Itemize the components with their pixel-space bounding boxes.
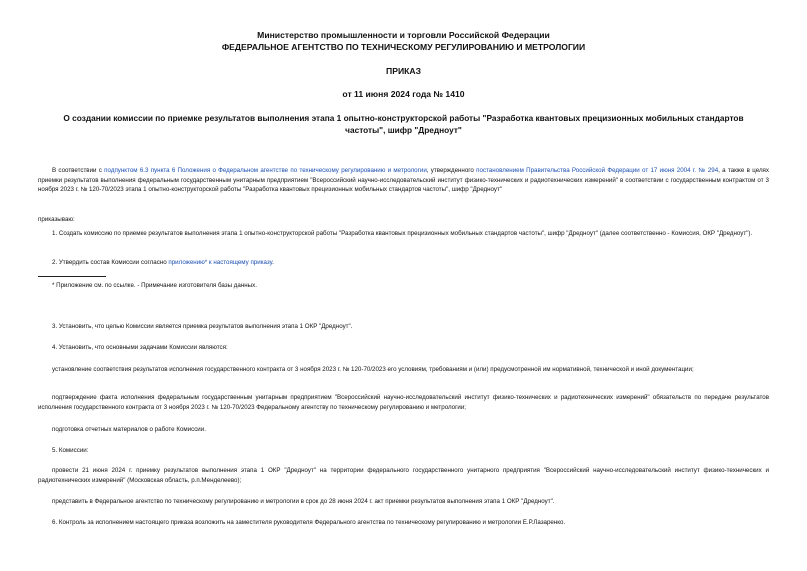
date-number: от 11 июня 2024 года № 1410 bbox=[342, 89, 465, 99]
task-3: подготовка отчетных материалов о работе Комиссии. bbox=[52, 426, 206, 433]
order-item-6: 6. Контроль за исполнением настоящего приказа возложить на заместителя руководителя Федерального агентства по техническому регулированию и метрологии Е.Р.Лазаренко. bbox=[52, 519, 566, 526]
footnote: * Приложение см. по ссылке. - Примечание изготовителя базы данных. bbox=[52, 282, 257, 289]
doc-type-heading: ПРИКАЗ bbox=[386, 66, 421, 76]
order-item-5: 5. Комиссии: bbox=[52, 447, 89, 454]
document-title-line1: О создании комиссии по приемке результатов выполнения этапа 1 опытно-конструкторской работы "Разработка квантовых прецизионных мобильных стандартов bbox=[63, 113, 744, 123]
task-1: установление соответствия результатов исполнения государственного контракта от 3 ноября 2023 г. № 120-70/2023 его условиям, требованиям и (или) предусмотренной им нормативной, технической и иной документации; bbox=[52, 366, 694, 373]
order-item-3: 3. Установить, что целью Комиссии является приемка результатов выполнения этапа 1 ОКР "Дредноут". bbox=[52, 323, 353, 330]
preamble-paragraph: В соответствии с подпунктом 6.3 пункта 6 Положения о Федеральном агентстве по техническому регулированию и метрологии, утвержденного постановлением Правительства Российской Федерации от 17 июня 2004 г. № 294, а также в целях приемки результатов выполнения федеральным государственным унитарным предприятием "Всероссийский научно-исследовательский институт физико-технических и радиотехнических измерений" в соответствии с государственным контрактом от 3 ноября 2023 г. № 120-70/2023 этапа 1 опытно-конструкторской работы "Разработка квантовых прецизионных мобильных стандартов частоты", шифр "Дредноут" bbox=[38, 167, 769, 193]
agency-heading: ФЕДЕРАЛЬНОЕ АГЕНТСТВО ПО ТЕХНИЧЕСКОМУ РЕГУЛИРОВАНИЮ И МЕТРОЛОГИИ bbox=[221, 42, 586, 52]
regulation-link[interactable]: подпунктом 6.3 пункта 6 Положения о Федеральном агентстве по техническому регулированию и метрологии bbox=[104, 167, 427, 174]
document-title-line2: частоты", шифр "Дредноут" bbox=[345, 125, 462, 135]
order-item-2: 2. Утвердить состав Комиссии согласно приложению* к настоящему приказу. bbox=[52, 259, 274, 266]
orders-label: приказываю: bbox=[38, 216, 75, 223]
appendix-link[interactable]: приложению* к настоящему приказу bbox=[168, 259, 273, 266]
footnote-divider bbox=[38, 276, 106, 277]
order-item-1: 1. Создать комиссию по приемке результатов выполнения этапа 1 опытно-конструкторской работы "Разработка квантовых прецизионных мобильных стандартов частоты", шифр "Дредноут" (далее соответственно - Комиссия, ОКР "Дредноут"). bbox=[52, 230, 753, 237]
sub-item-2: представить в Федеральное агентство по техническому регулированию и метрологии в срок до 28 июня 2024 г. акт приемки результатов выполнения этапа 1 ОКР "Дредноут". bbox=[52, 498, 555, 505]
sub-item-1: провести 21 июня 2024 г. приемку результатов выполнения этапа 1 ОКР "Дредноут" на территории федерального государственного унитарного предприятия "Всероссийский научно-исследовательский институт физико-технических и радиотехнических измерений" (Московская область, р.п.Менделеево); bbox=[38, 467, 769, 484]
ministry-heading: Министерство промышленности и торговли Российской Федерации bbox=[257, 30, 550, 40]
order-item-4: 4. Установить, что основными задачами Комиссии являются: bbox=[52, 344, 228, 351]
task-2: подтверждение факта исполнения федеральным государственным унитарным предприятием "Всероссийский научно-исследовательский институт физико-технических и радиотехнических измерений" обязательств по передаче результатов исполнения государственного контракта от 3 ноября 2023 г. № 120-70/2023 Федеральному агентству по техническому регулированию и метрологии; bbox=[38, 394, 769, 411]
government-decree-link[interactable]: постановлением Правительства Российской Федерации от 17 июня 2004 г. № 294 bbox=[476, 167, 719, 174]
